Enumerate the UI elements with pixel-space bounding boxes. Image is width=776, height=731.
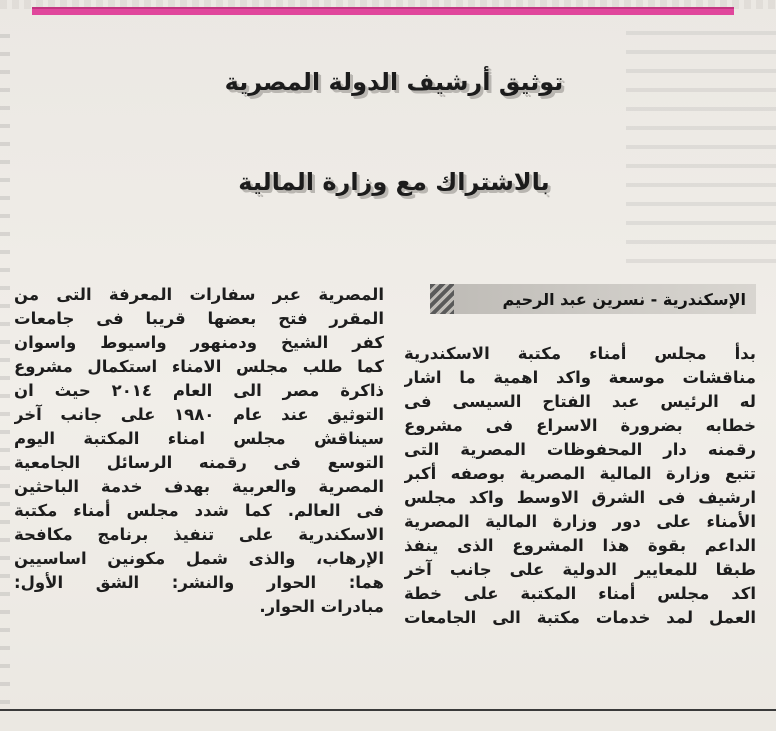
section-color-rule [32,7,734,15]
bottom-divider [0,709,776,711]
text-line: الأمناء على دور وزارة المالية المصرية [404,512,756,531]
headline-line-1: توثيق أرشيف الدولة المصرية [224,68,564,96]
text-line: هما: الحوار والنشر: الشق الأول: [14,573,384,592]
text-line: خطابه بضرورة الاسراع فى مشروع [404,416,756,435]
text-line: تتبع وزارة المالية المصرية بوصفه أكبر [404,464,756,483]
text-line: المصرية والعربية بهدف خدمة الباحثين [14,477,384,496]
adjacent-column-fragment [0,20,10,710]
bleed-through-text [626,16,776,276]
text-line: طبقا للمعايير الدولية على جانب آخر [404,560,756,579]
text-line: المصرية عبر سفارات المعرفة التى من [14,285,384,304]
text-line: ذاكرة مصر الى العام ٢٠١٤ حيث ان [14,381,384,400]
byline-bar [430,284,756,314]
text-line: سيناقش مجلس امناء المكتبة اليوم [14,429,384,448]
text-line: كما طلب مجلس الامناء استكمال مشروع [14,357,384,376]
text-line: ارشيف فى الشرق الاوسط واكد مجلس [404,488,756,507]
text-line: التوسع فى رقمنه الرسائل الجامعية [14,453,384,472]
byline-hatch-mark [430,284,454,314]
text-line: مناقشات موسعة واكد اهمية ما اشار [404,368,756,387]
headline-line-2: بالاشتراك مع وزارة المالية [238,168,550,196]
text-line: الإرهاب، والذى شمل مكونين اساسيين [14,549,384,568]
byline-author: الإسكندرية - نسرين عبد الرحيم [502,289,746,309]
article-column-right [404,342,756,630]
text-line: العمل لمد خدمات مكتبة الى الجامعات [404,608,756,627]
text-line: بدأ مجلس أمناء مكتبة الاسكندرية [404,344,756,363]
text-line: المقرر فتح بعضها قريبا فى جامعات [14,309,384,328]
article-column-left [14,283,384,619]
text-line: الاسكندرية على تنفيذ برنامج مكافحة [14,525,384,544]
text-line: التوثيق عند عام ١٩٨٠ على جانب آخر [14,405,384,424]
text-line: اكد مجلس أمناء المكتبة على خطة [404,584,756,603]
text-line: مبادرات الحوار. [259,597,384,616]
text-line: رقمنه دار المحفوظات المصرية التى [404,440,756,459]
text-line: له الرئيس عبد الفتاح السيسى فى [404,392,756,411]
text-line: الداعم بقوة هذا المشروع الذى ينفذ [404,536,756,555]
text-line: فى العالم. كما شدد مجلس أمناء مكتبة [14,501,384,520]
text-line: كفر الشيخ ودمنهور واسيوط واسوان [14,333,384,352]
